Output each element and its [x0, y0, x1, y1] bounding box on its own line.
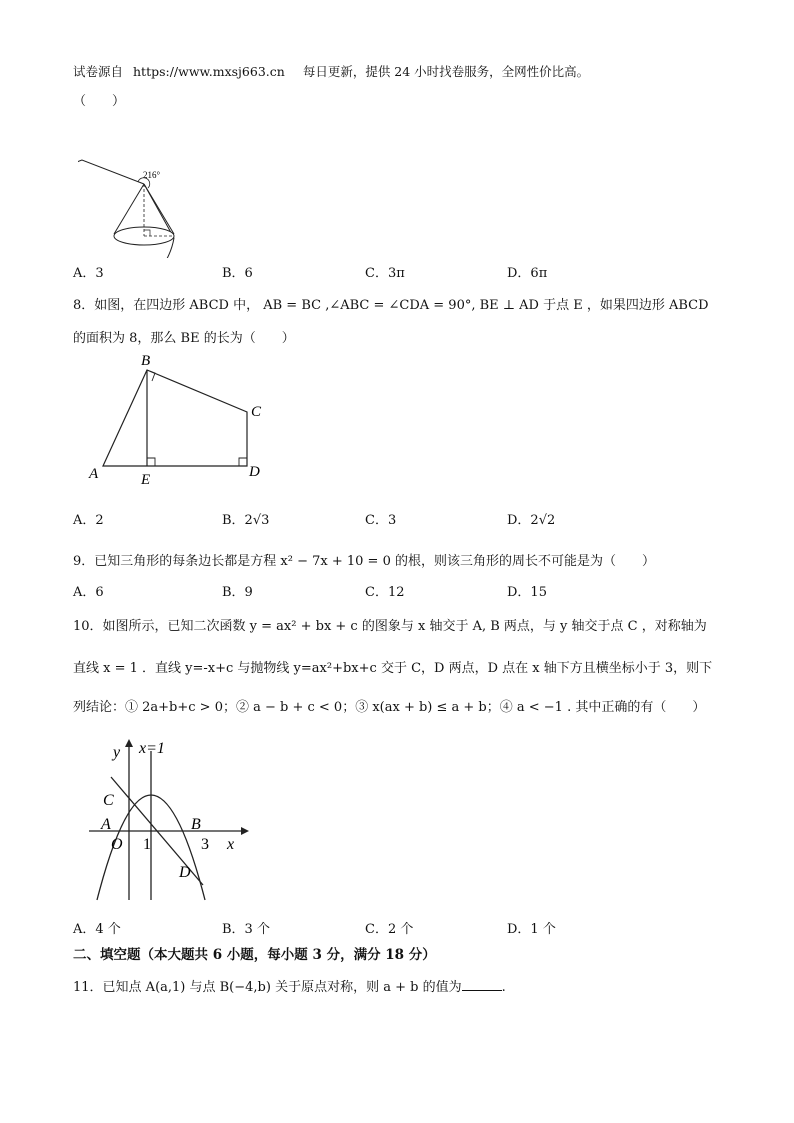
q8-stem-line2: 的面积为 8，那么 BE 的长为（ ）	[73, 331, 295, 346]
q10-label-three: 3	[201, 836, 209, 853]
q10-parabola-figure	[85, 735, 255, 905]
q8-option-d: D．2√2	[507, 513, 556, 528]
q8-label-e: E	[141, 472, 151, 488]
section-fill-in-title: 二、填空题（本大题共 6 小题，每小题 3 分，满分 18 分）	[73, 947, 436, 963]
header-source-label: 试卷源自	[73, 64, 124, 79]
q8-option-b: B．2√3	[222, 513, 270, 528]
header-url[interactable]: https://www.mxsj663.cn	[133, 64, 285, 79]
q10-label-c: C	[103, 792, 114, 809]
q8-label-b: B	[141, 353, 151, 369]
q7-angle-label: 216°	[143, 170, 161, 180]
q10-label-axis: x=1	[139, 740, 165, 757]
q8-label-a: A	[89, 466, 99, 482]
q10-label-x: x	[227, 836, 235, 853]
q10-label-o: O	[111, 836, 123, 853]
q9-option-a: A．6	[73, 585, 104, 600]
q7-answer-paren: （ ）	[73, 94, 126, 109]
q10-label-a: A	[101, 816, 111, 833]
q10-option-a: A．4 个	[73, 922, 121, 937]
q7-option-a: A．3	[73, 266, 104, 281]
q7-sector-cone-figure	[78, 118, 218, 258]
page-header	[73, 62, 589, 80]
q8-option-a: A．2	[73, 513, 104, 528]
q7-option-d: D．6π	[507, 266, 548, 281]
q11-end: .	[501, 980, 506, 995]
q10-stem-line2: 直线 x = 1 ．直线 y=-x+c 与抛物线 y=ax²+bx+c 交于 C，D 两点，D 点在 x 轴下方且横坐标小于 3，则下	[73, 661, 713, 676]
q10-label-d: D	[179, 864, 191, 881]
q9-option-d: D．15	[507, 585, 547, 600]
q9-option-c: C．12	[365, 585, 405, 600]
q10-label-b: B	[191, 816, 201, 833]
q10-label-y: y	[113, 744, 121, 761]
q9-stem: 9．已知三角形的每条边长都是方程 x² − 7x + 10 = 0 的根，则该三角形的周长不可能是为（ ）	[73, 554, 655, 569]
q8-quadrilateral	[103, 370, 247, 466]
q10-option-d: D．1 个	[507, 922, 556, 937]
q7-option-c: C．3π	[365, 266, 405, 281]
q8-quadrilateral-figure	[85, 348, 275, 488]
header-tagline: 每日更新，提供 24 小时找卷服务，全网性价比高。	[302, 64, 590, 79]
q8-label-d: D	[249, 464, 260, 480]
q10-label-one: 1	[143, 836, 151, 853]
q8-label-c: C	[251, 404, 262, 420]
q10-stem-line1: 10．如图所示，已知二次函数 y = ax² + bx + c 的图象与 x 轴交于 A, B 两点，与 y 轴交于点 C ，对称轴为	[73, 619, 707, 634]
q10-option-c: C．2 个	[365, 922, 414, 937]
q7-option-b: B．6	[222, 266, 253, 281]
q8-option-c: C．3	[365, 513, 397, 528]
q11-text: 11．已知点 A(a,1) 与点 B(−4,b) 关于原点对称，则 a + b 的值为	[73, 980, 462, 995]
q11-stem	[73, 976, 506, 995]
q10-stem-line3: 列结论：① 2a+b+c > 0；② a − b + c < 0；③ x(ax + b) ≤ a + b；④ a < −1 . 其中正确的有（ ）	[73, 700, 706, 715]
q8-stem-line1: 8．如图，在四边形 ABCD 中， AB = BC ,∠ABC = ∠CDA = 90°, BE ⊥ AD 于点 E ，如果四边形 ABCD	[73, 298, 709, 313]
q11-answer-blank[interactable]	[462, 978, 502, 991]
q9-option-b: B．9	[222, 585, 253, 600]
q10-option-b: B．3 个	[222, 922, 270, 937]
